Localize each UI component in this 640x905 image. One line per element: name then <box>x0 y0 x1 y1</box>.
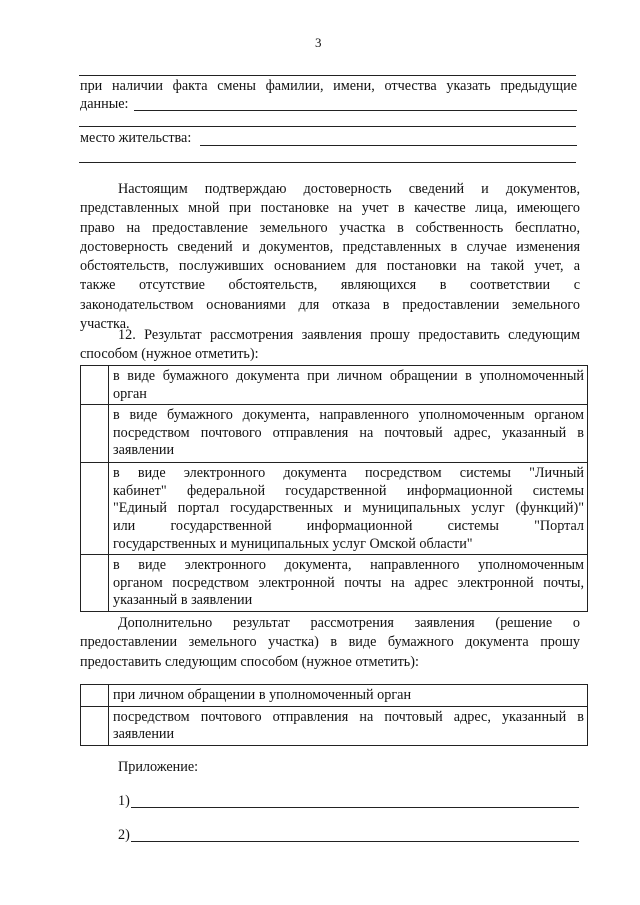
option-checkbox[interactable] <box>81 366 109 405</box>
item12-heading: 12. Результат рассмотрения заявления прошу предоставить следующим <box>118 327 580 343</box>
option-row <box>81 555 588 612</box>
option-row <box>81 405 588 463</box>
attachment-item-number: 2) <box>118 827 130 843</box>
confirmation-line: участка. <box>80 316 130 333</box>
attachment-fill-line[interactable] <box>131 807 579 808</box>
previous-name-data-label: данные: <box>80 96 129 112</box>
attachments-title: Приложение: <box>118 759 199 775</box>
option-row <box>81 463 588 555</box>
option-checkbox[interactable] <box>81 463 109 555</box>
additional-line: предоставлении земельного участка) в виде бумажного документа прошу <box>80 634 580 651</box>
residence-fill-line-2[interactable] <box>79 162 576 163</box>
previous-name-fill-line[interactable] <box>134 110 577 111</box>
option-checkbox[interactable] <box>81 555 109 612</box>
confirmation-line: обстоятельств, послуживших основанием для постановки на такой учет, а <box>80 258 580 275</box>
previous-name-fill-line-2[interactable] <box>79 126 576 127</box>
confirmation-line: представленных мной при постановке на учет в качестве лица, имеющего <box>80 200 580 217</box>
residence-fill-line[interactable] <box>200 145 577 146</box>
additional-options-table <box>80 684 588 746</box>
top-fill-line <box>79 75 576 76</box>
additional-line: предоставить следующим способом (нужное отметить): <box>80 653 419 670</box>
attachment-fill-line[interactable] <box>131 841 579 842</box>
option-text: в виде бумажного документа, направленного уполномоченным органом посредством почтового отправления на почтовый адрес, указанный в заявлении <box>109 405 588 463</box>
option-row <box>81 366 588 405</box>
confirmation-line: Настоящим подтверждаю достоверность сведений и документов, <box>118 181 580 197</box>
confirmation-line: также отсутствие обстоятельств, являющихся в соответствии с <box>80 277 580 294</box>
item12-heading-cont: способом (нужное отметить): <box>80 346 259 362</box>
option-row <box>81 685 588 707</box>
option-text: при личном обращении в уполномоченный орган <box>109 685 588 707</box>
additional-line: Дополнительно результат рассмотрения заявления (решение о <box>118 615 580 631</box>
option-text: посредством почтового отправления на почтовый адрес, указанный в заявлении <box>109 706 588 745</box>
option-text: в виде электронного документа посредством системы "Личный кабинет" федеральной государственной информационной системы "Единый портал государственных и муниципальных услуг (функций)" или государственной информационной системы "Портал государственных и муниципальных услуг Омской области" <box>109 463 588 555</box>
result-options-table <box>80 365 588 612</box>
option-checkbox[interactable] <box>81 405 109 463</box>
attachment-item-number: 1) <box>118 793 130 809</box>
page-number: 3 <box>315 35 322 50</box>
confirmation-line: законодательством основаниями для отказа в предоставлении земельного <box>80 296 580 313</box>
option-checkbox[interactable] <box>81 685 109 707</box>
option-text: в виде бумажного документа при личном обращении в уполномоченный орган <box>109 366 588 405</box>
additional-paragraph <box>80 614 580 672</box>
option-row <box>81 706 588 745</box>
option-text: в виде электронного документа, направленного уполномоченным органом посредством электронной почты на адрес электронной почты, указанный в заявлении <box>109 555 588 612</box>
confirmation-line: достоверность сведений и документов, представленных в случае изменения <box>80 238 580 255</box>
residence-label: место жительства: <box>80 130 192 146</box>
confirmation-line: право на предоставление земельного участка в собственность бесплатно, <box>80 219 580 236</box>
previous-name-label: при наличии факта смены фамилии, имени, отчества указать предыдущие <box>80 78 577 94</box>
confirmation-paragraph <box>80 180 580 334</box>
option-checkbox[interactable] <box>81 706 109 745</box>
